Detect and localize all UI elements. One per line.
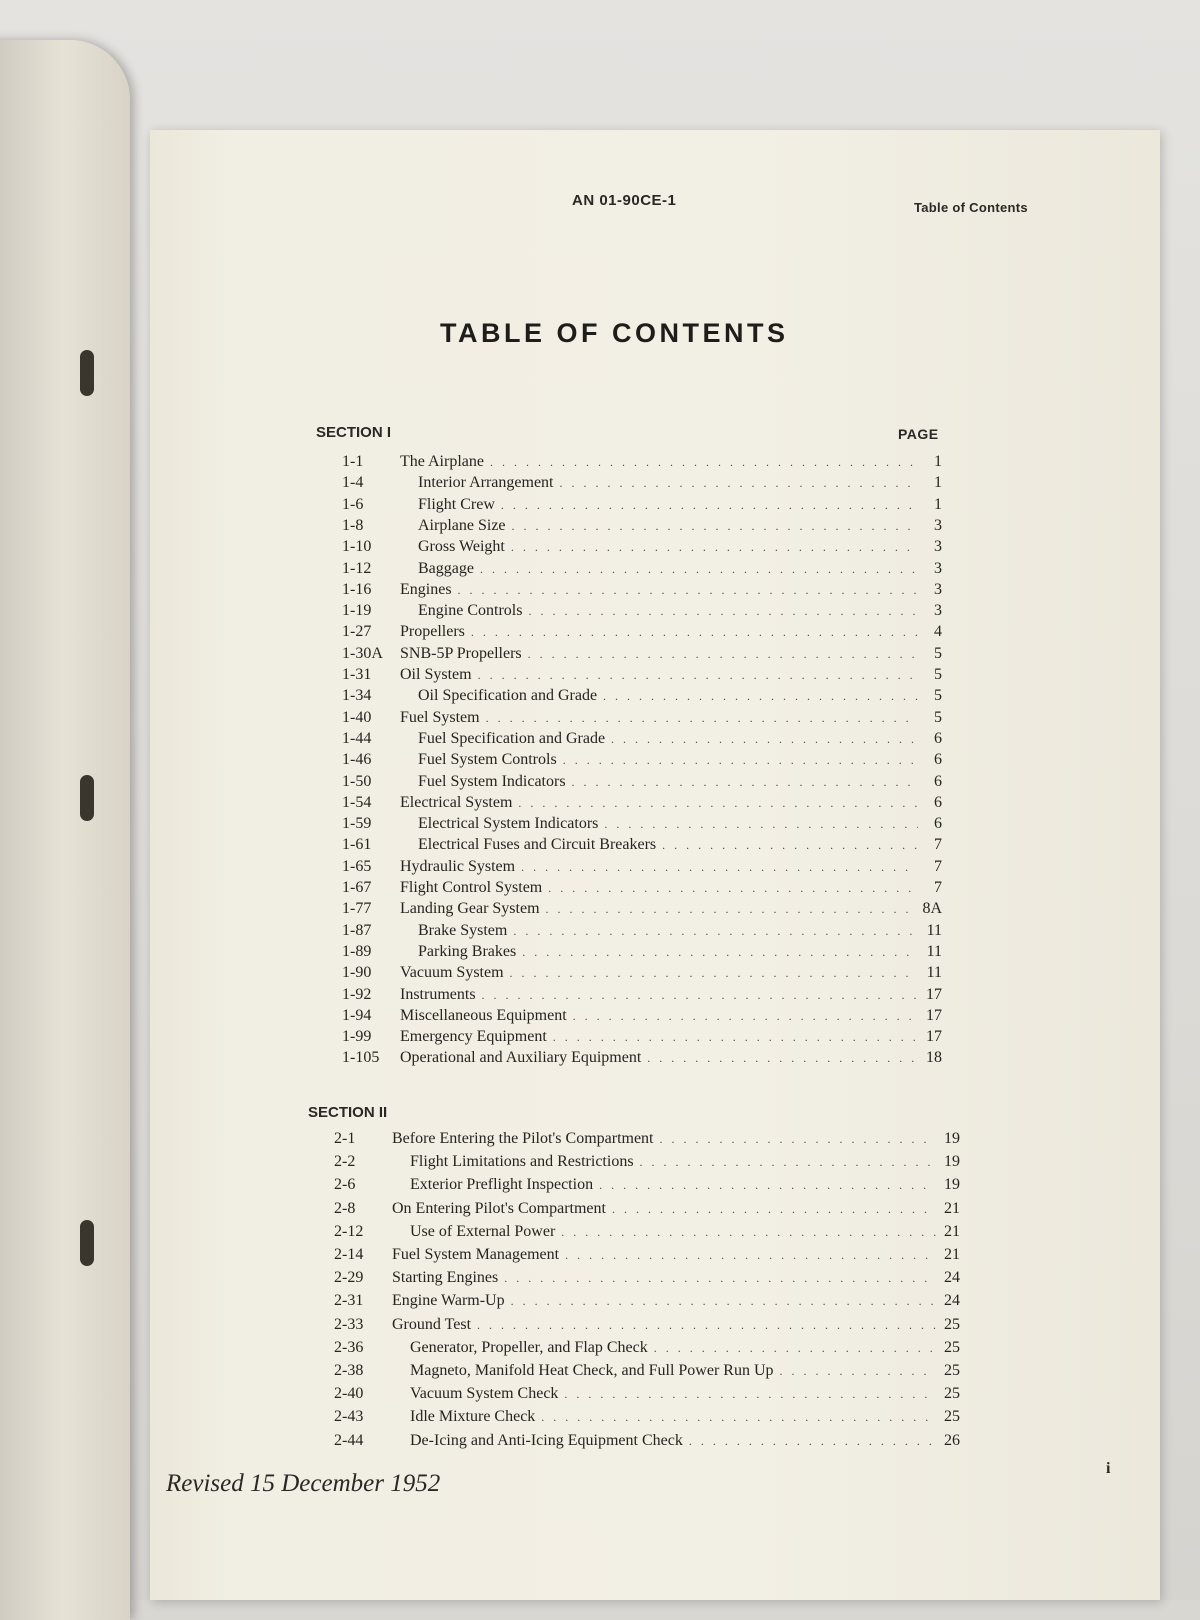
entry-title: Electrical System: [400, 793, 513, 811]
entry-title: Electrical System Indicators: [418, 815, 599, 833]
entry-page: 5: [934, 644, 942, 662]
toc-entry: [342, 730, 942, 751]
leader-dots: [689, 1434, 936, 1449]
leader-dots: [603, 689, 918, 704]
entry-number: 1-19: [342, 602, 372, 620]
entry-number: 1-54: [342, 793, 372, 811]
binder-hole: [80, 1220, 94, 1266]
leader-dots: [482, 988, 918, 1003]
leader-dots: [511, 1294, 936, 1309]
toc-entry: [342, 964, 942, 985]
entry-title: Emergency Equipment: [400, 1028, 547, 1046]
entry-number: 1-67: [342, 879, 372, 896]
entry-number: 1-40: [342, 708, 372, 726]
entry-page: 25: [944, 1385, 960, 1403]
toc-entry: [342, 943, 942, 964]
toc-entry: [342, 453, 942, 474]
leader-dots: [528, 647, 918, 662]
entry-number: 1-16: [342, 580, 372, 598]
toc-entry: [334, 1176, 960, 1197]
entry-number: 2-40: [334, 1385, 364, 1403]
leader-dots: [504, 1271, 936, 1286]
entry-number: 2-8: [334, 1199, 356, 1217]
toc-entry: [342, 773, 942, 794]
entry-page: 7: [934, 879, 942, 896]
entry-page: 11: [926, 921, 942, 939]
entry-page: 21: [944, 1222, 960, 1240]
leader-dots: [501, 498, 918, 513]
entry-title: Before Entering the Pilot's Compartment: [392, 1130, 654, 1147]
entry-number: 1-31: [342, 666, 372, 683]
entry-title: Parking Brakes: [418, 942, 517, 960]
toc-entry: [342, 538, 942, 559]
entry-page: 21: [944, 1199, 960, 1217]
leader-dots: [548, 881, 918, 896]
entry-number: 1-94: [342, 1006, 372, 1024]
leader-dots: [573, 1009, 918, 1024]
entry-title: The Airplane: [400, 453, 484, 470]
running-section-header: Table of Contents: [914, 200, 1028, 215]
entry-title: Baggage: [418, 559, 474, 577]
entry-number: 2-1: [334, 1130, 356, 1147]
toc-entry: [342, 858, 942, 879]
entry-number: 2-43: [334, 1408, 364, 1426]
entry-title: Vacuum System Check: [410, 1385, 559, 1403]
entry-title: Magneto, Manifold Heat Check, and Full Power Run Up: [410, 1362, 774, 1379]
entry-page: 3: [934, 538, 942, 556]
entry-number: 1-10: [342, 538, 372, 556]
previous-pages-stack: [0, 40, 130, 1620]
entry-page: 6: [934, 729, 942, 747]
leader-dots: [553, 1030, 918, 1045]
entry-number: 1-8: [342, 516, 364, 534]
entry-number: 1-77: [342, 900, 372, 918]
entry-title: Flight Limitations and Restrictions: [410, 1153, 634, 1171]
entry-page: 6: [934, 815, 942, 833]
entry-title: Exterior Preflight Inspection: [410, 1176, 594, 1194]
entry-title: Flight Crew: [418, 495, 495, 513]
entry-title: Oil Specification and Grade: [418, 687, 598, 705]
entry-page: 5: [934, 687, 942, 705]
toc-entry: [334, 1130, 960, 1151]
binder-hole: [80, 775, 94, 821]
entry-title: Engine Controls: [418, 602, 523, 620]
toc-entry: [342, 986, 942, 1007]
entry-page: 26: [944, 1431, 960, 1449]
entry-page: 19: [944, 1153, 960, 1171]
toc-entry: [334, 1432, 960, 1453]
entry-title: Instruments: [400, 985, 476, 1003]
binder-hole: [80, 350, 94, 396]
toc-entry: [342, 836, 942, 857]
entry-page: 1: [934, 495, 942, 513]
entry-title: Landing Gear System: [400, 900, 540, 918]
leader-dots: [640, 1155, 936, 1170]
entry-title: Brake System: [418, 921, 508, 939]
entry-page: 7: [934, 857, 942, 875]
entry-number: 2-36: [334, 1338, 364, 1356]
toc-entry: [334, 1269, 960, 1290]
entry-title: Gross Weight: [418, 538, 505, 556]
toc-entry: [334, 1246, 960, 1267]
toc-entry: [342, 922, 942, 943]
toc-entry: [342, 623, 942, 644]
entry-title: Fuel Specification and Grade: [418, 729, 606, 747]
leader-dots: [662, 838, 918, 853]
leader-dots: [599, 1178, 936, 1193]
leader-dots: [561, 1225, 936, 1240]
entry-page: 6: [934, 772, 942, 790]
entry-page: 11: [926, 964, 942, 982]
entry-title: Use of External Power: [410, 1222, 556, 1240]
leader-dots: [471, 625, 918, 640]
toc-entry: [334, 1362, 960, 1383]
entry-title: De-Icing and Anti-Icing Equipment Check: [410, 1431, 683, 1449]
entry-number: 1-30A: [342, 644, 383, 662]
entry-page: 17: [926, 1028, 942, 1046]
entry-number: 1-12: [342, 559, 372, 577]
toc-entry: [342, 794, 942, 815]
entry-title: Miscellaneous Equipment: [400, 1006, 567, 1024]
entry-page: 21: [944, 1246, 960, 1263]
leader-dots: [560, 476, 919, 491]
entry-page: 3: [934, 602, 942, 620]
entry-page: 6: [934, 751, 942, 769]
leader-dots: [612, 1202, 936, 1217]
entry-number: 2-33: [334, 1315, 364, 1333]
leader-dots: [478, 668, 918, 683]
leader-dots: [490, 455, 918, 470]
leader-dots: [564, 1387, 936, 1402]
entry-number: 2-12: [334, 1222, 364, 1240]
leader-dots: [611, 732, 918, 747]
entry-page: 24: [944, 1269, 960, 1287]
leader-dots: [518, 796, 918, 811]
entry-number: 1-92: [342, 985, 372, 1003]
leader-dots: [572, 775, 918, 790]
entry-number: 1-99: [342, 1028, 372, 1046]
entry-number: 1-59: [342, 815, 372, 833]
toc-entry: [342, 581, 942, 602]
page-number: i: [1106, 1460, 1111, 1477]
entry-page: 18: [926, 1049, 942, 1067]
entry-page: 25: [944, 1315, 960, 1333]
entry-number: 1-50: [342, 772, 372, 790]
entry-title: Electrical Fuses and Circuit Breakers: [418, 836, 657, 854]
entry-page: 1: [934, 474, 942, 492]
entry-title: Ground Test: [392, 1315, 472, 1333]
entry-title: On Entering Pilot's Compartment: [392, 1199, 606, 1217]
entry-page: 1: [934, 453, 942, 470]
entry-page: 5: [934, 666, 942, 683]
leader-dots: [486, 711, 918, 726]
leader-dots: [604, 817, 918, 832]
entry-title: Starting Engines: [392, 1269, 499, 1287]
leader-dots: [565, 1248, 936, 1263]
toc-entry: [342, 645, 942, 666]
entry-page: 25: [944, 1362, 960, 1379]
entry-number: 1-65: [342, 857, 372, 875]
entry-page: 24: [944, 1292, 960, 1310]
leader-dots: [660, 1132, 937, 1147]
toc-entry: [342, 602, 942, 623]
toc-entry: [342, 496, 942, 517]
leader-dots: [480, 562, 918, 577]
leader-dots: [510, 966, 918, 981]
leader-dots: [512, 519, 918, 534]
entry-number: 1-1: [342, 453, 364, 470]
entry-number: 1-89: [342, 942, 372, 960]
leader-dots: [654, 1341, 936, 1356]
entry-page: 17: [926, 985, 942, 1003]
toc-entry: [334, 1408, 960, 1429]
leader-dots: [563, 753, 918, 768]
entry-title: Vacuum System: [400, 964, 504, 982]
leader-dots: [522, 945, 918, 960]
entry-title: Engines: [400, 580, 452, 598]
entry-page: 25: [944, 1408, 960, 1426]
leader-dots: [458, 583, 918, 598]
toc-entry: [342, 751, 942, 772]
entry-title: Idle Mixture Check: [410, 1408, 536, 1426]
entry-page: 17: [926, 1006, 942, 1024]
toc-entry: [342, 1049, 942, 1070]
entry-title: Propellers: [400, 623, 465, 641]
entry-title: Oil System: [400, 666, 472, 683]
section-heading: SECTION II: [308, 1104, 388, 1121]
entry-title: Fuel System Controls: [418, 751, 557, 769]
entry-title: Fuel System: [400, 708, 480, 726]
leader-dots: [647, 1051, 918, 1066]
entry-number: 1-44: [342, 729, 372, 747]
entry-page: 6: [934, 793, 942, 811]
entry-number: 1-105: [342, 1049, 380, 1067]
entry-number: 1-90: [342, 964, 372, 982]
entry-title: Flight Control System: [400, 879, 543, 896]
leader-dots: [780, 1364, 937, 1379]
toc-entry: [342, 900, 942, 921]
entry-number: 1-6: [342, 495, 364, 513]
entry-title: Airplane Size: [418, 516, 506, 534]
entry-number: 1-87: [342, 921, 372, 939]
leader-dots: [511, 540, 918, 555]
entry-title: Generator, Propeller, and Flap Check: [410, 1338, 648, 1356]
entry-page: 19: [944, 1176, 960, 1194]
leader-dots: [541, 1410, 936, 1425]
entry-page: 5: [934, 708, 942, 726]
toc-entry: [342, 1028, 942, 1049]
toc-entry: [342, 560, 942, 581]
toc-entry: [334, 1200, 960, 1221]
entry-number: 2-38: [334, 1362, 364, 1379]
entry-number: 2-29: [334, 1269, 364, 1287]
page-column-heading: PAGE: [898, 426, 939, 442]
toc-entry: [342, 879, 942, 900]
toc-entry: [334, 1223, 960, 1244]
toc-entry: [334, 1385, 960, 1406]
entry-title: SNB-5P Propellers: [400, 644, 522, 662]
section-heading: SECTION I: [316, 424, 392, 441]
entry-number: 1-34: [342, 687, 372, 705]
toc-entry: [342, 666, 942, 687]
leader-dots: [513, 924, 918, 939]
toc-entry: [342, 687, 942, 708]
entry-number: 2-14: [334, 1246, 364, 1263]
revision-note: Revised 15 December 1952: [166, 1470, 441, 1497]
toc-entry: [334, 1316, 960, 1337]
entry-number: 1-46: [342, 751, 372, 769]
toc-entry: [334, 1153, 960, 1174]
entry-page: 3: [934, 559, 942, 577]
entry-number: 2-31: [334, 1292, 364, 1310]
entry-page: 25: [944, 1338, 960, 1356]
entry-number: 1-27: [342, 623, 372, 641]
toc-entry: [342, 815, 942, 836]
entry-page: 8A: [922, 900, 942, 918]
toc-entry: [334, 1339, 960, 1360]
entry-page: 11: [926, 942, 942, 960]
entry-title: Fuel System Indicators: [418, 772, 566, 790]
entry-number: 1-4: [342, 474, 364, 492]
entry-page: 7: [934, 836, 942, 854]
entry-title: Operational and Auxiliary Equipment: [400, 1049, 642, 1067]
entry-number: 2-2: [334, 1153, 356, 1171]
toc-entry: [342, 1007, 942, 1028]
entry-page: 3: [934, 580, 942, 598]
entry-title: Fuel System Management: [392, 1246, 560, 1263]
leader-dots: [528, 604, 918, 619]
entry-page: 3: [934, 516, 942, 534]
leader-dots: [546, 902, 917, 917]
entry-title: Hydraulic System: [400, 857, 516, 875]
toc-entry: [342, 474, 942, 495]
leader-dots: [521, 860, 918, 875]
toc-entry: [342, 517, 942, 538]
entry-title: Interior Arrangement: [418, 474, 554, 492]
toc-entry: [334, 1292, 960, 1313]
document-code: AN 01-90CE-1: [572, 192, 677, 209]
toc-entry: [342, 709, 942, 730]
entry-number: 2-44: [334, 1431, 364, 1449]
leader-dots: [477, 1318, 936, 1333]
entry-title: Engine Warm-Up: [392, 1292, 505, 1310]
entry-number: 1-61: [342, 836, 372, 854]
entry-page: 4: [934, 623, 942, 641]
entry-page: 19: [944, 1130, 960, 1147]
entry-number: 2-6: [334, 1176, 356, 1194]
page-title: TABLE OF CONTENTS: [440, 318, 789, 348]
